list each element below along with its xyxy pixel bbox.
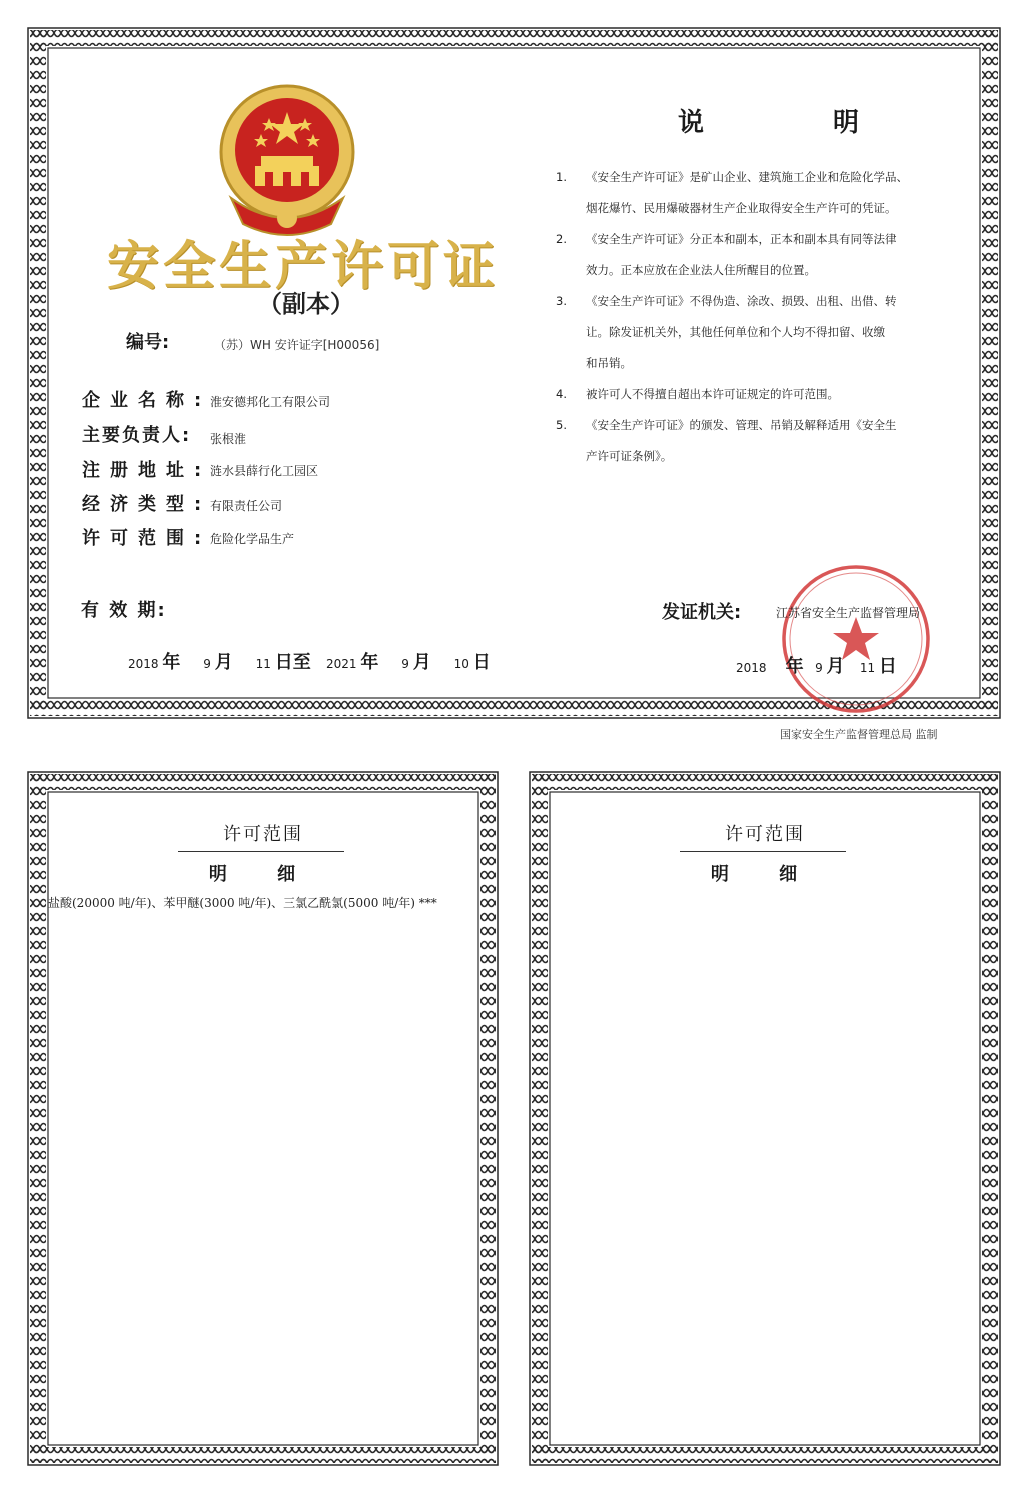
start-month: 9 [203,657,211,671]
day-char: 日 [878,656,897,677]
issue-month: 9 [815,661,823,675]
scope-value: 危险化学品生产 [210,532,295,546]
scope-divider [680,851,846,852]
note-line: 《安全生产许可证》不得伪造、涂改、损毁、出租、出借、转 [586,294,897,308]
scope-label: 许可范围: [82,528,212,549]
note-line: 让。除发证机关外，其他任何单位和个人均不得扣留、收缴 [586,325,885,339]
month-char: 月 [214,652,233,673]
note-1 [556,162,966,224]
month-char: 月 [826,656,845,677]
scope-content: 盐酸(20000 吨/年)、苯甲醚(3000 吨/年)、三氯乙酰氯(5000 吨/年) *** [48,896,437,910]
principal-value: 张根淮 [210,432,247,446]
issuer-value: 江苏省安全生产监督管理局 [776,606,921,620]
month-char: 月 [412,652,431,673]
economic-type-value: 有限责任公司 [210,499,283,513]
principal-label: 主要负责人: [82,425,192,446]
issuer-label: 发证机关: [662,602,742,623]
note-line: 效力。正本应放在企业法人住所醒目的位置。 [586,263,816,277]
validity-label: 有 效 期: [81,600,167,621]
day-to-char: 日至 [274,652,311,673]
note-number: 3. [556,294,567,308]
supervisor-note: 国家安全生产监督管理总局 监制 [780,728,938,741]
company-name-value: 淮安德邦化工有限公司 [210,395,331,409]
year-char: 年 [785,656,804,677]
number-label: 编号: [126,332,170,353]
note-number: 5. [556,418,567,432]
certificate-title: 安全生产许可证 [106,237,499,297]
note-line: 产许可证条例》。 [586,449,673,463]
note-line: 《安全生产许可证》分正本和副本，正本和副本具有同等法律 [586,232,897,246]
note-number: 1. [556,170,567,184]
issue-day: 11 [859,661,876,675]
validity-dates [128,648,491,674]
certificate-subtitle: （副本） [258,290,354,318]
economic-type-label: 经济类型: [82,494,212,515]
note-line: 《安全生产许可证》的颁发、管理、吊销及解释适用《安全生 [586,418,897,432]
day-char: 日 [472,652,491,673]
issue-year: 2018 [736,661,767,675]
note-line: 被许可人不得擅自超出本许可证规定的许可范围。 [586,387,839,401]
address-label: 注册地址: [82,460,212,481]
year-char: 年 [162,652,181,673]
start-day: 11 [255,657,271,671]
notes-list [556,162,966,472]
scope-divider [178,851,344,852]
certificate-page [26,26,1002,720]
address-value: 涟水县薛行化工园区 [210,464,319,478]
note-line: 《安全生产许可证》是矿山企业、建筑施工企业和危险化学品、 [586,170,908,184]
start-year: 2018 [128,657,159,671]
scope-subtitle: 明 细 [208,864,318,885]
official-seal [778,561,934,717]
end-day: 10 [453,657,469,671]
note-number: 2. [556,232,567,246]
scope-title: 许可范围 [223,824,303,845]
note-4 [556,379,966,410]
note-line: 和吊销。 [586,356,632,370]
scope-detail-page-right [528,770,1002,1467]
note-2 [556,224,966,286]
note-number: 4. [556,387,567,401]
note-5 [556,410,966,472]
end-month: 9 [401,657,409,671]
notes-title: 说 明 [678,108,920,138]
number-value: （苏）WH 安许证字[H00056] [214,338,380,352]
scope-title: 许可范围 [725,824,805,845]
issue-date [736,652,897,678]
end-year: 2021 [326,657,357,671]
note-3 [556,286,966,379]
year-char: 年 [360,652,379,673]
scope-subtitle: 明 细 [710,864,820,885]
note-line: 烟花爆竹、民用爆破器材生产企业取得安全生产许可的凭证。 [586,201,897,215]
scope-detail-page-left [26,770,500,1467]
company-name-label: 企业名称: [82,390,212,411]
